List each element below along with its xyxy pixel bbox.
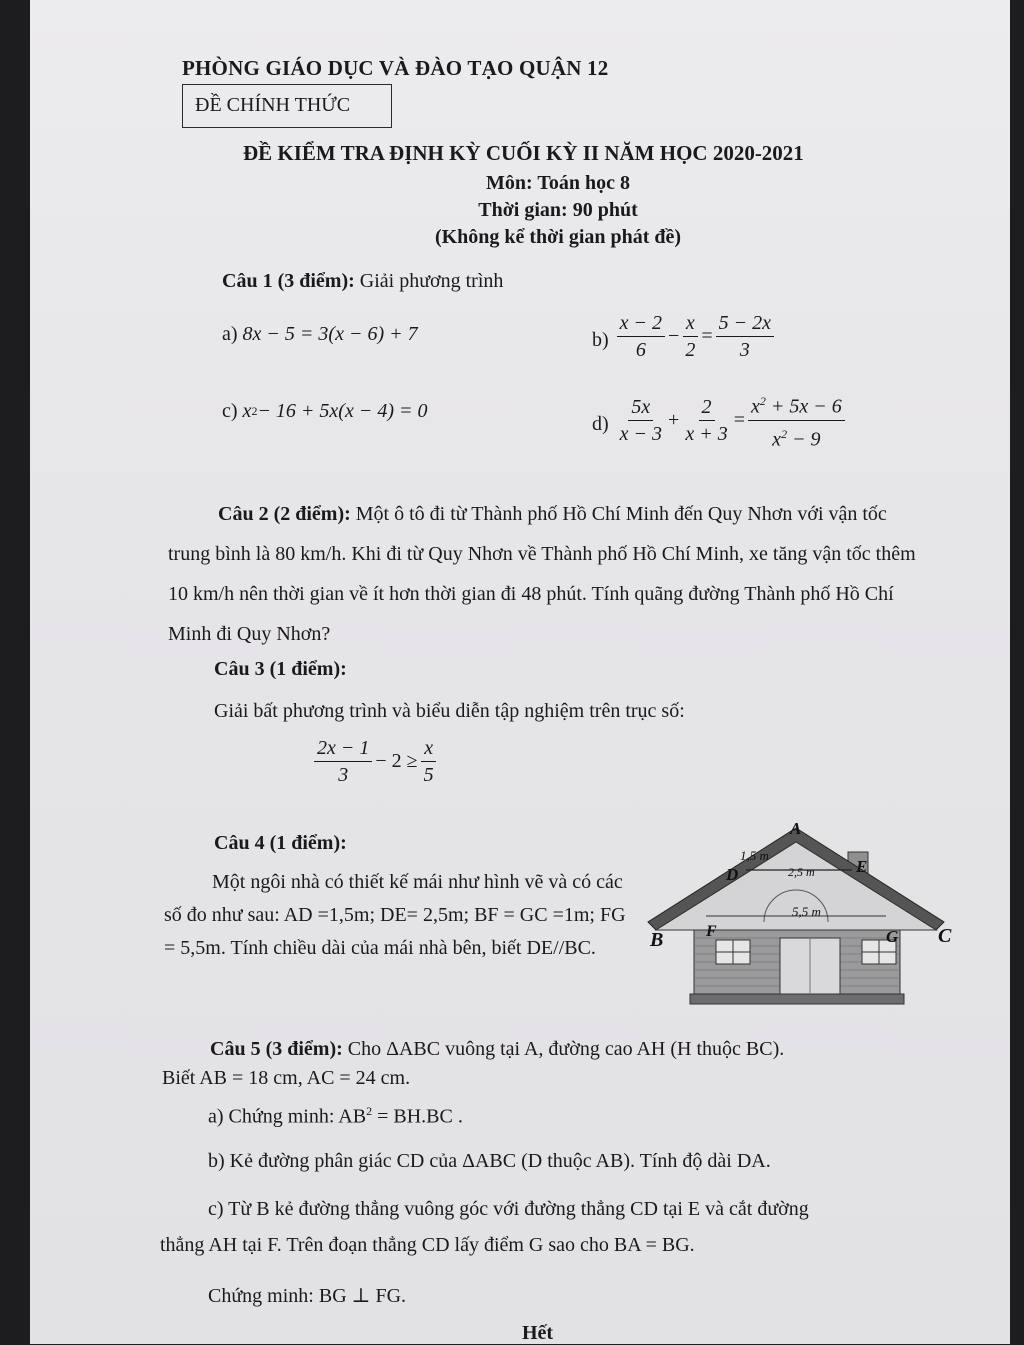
q3-prompt: Giải bất phương trình và biểu diễn tập nghiệm trên trục số: [214,700,685,722]
label-fg-length: 5,5 m [792,904,821,919]
q1-d-num3-rest: + 5x − 6 [765,395,842,418]
q1-d-frac3 [748,390,845,450]
q1-a-label: a) [222,323,238,345]
q1-d-label: d) [592,412,609,435]
q1-d-den3-rest: − 9 [787,428,821,451]
q1-b-label: b) [592,329,609,351]
q1-heading [222,270,503,293]
q5-part-c-line2: thẳng AH tại F. Trên đoạn thẳng CD lấy điểm G sao cho BA = BG. [160,1234,695,1256]
q1-d-den1: x − 3 [619,422,663,445]
q1-b-frac3 [716,312,774,361]
q3-num1: 2x − 1 [314,737,372,762]
label-a: A [790,819,802,838]
q1-d-den3 [769,421,823,451]
q1-b-den1: 6 [635,339,646,361]
q5-a-pre: a) Chứng minh: AB [208,1105,367,1128]
q1-d-den3-x: x [772,428,782,451]
q5-part-b: b) Kẻ đường phân giác CD của ΔABC (D thuộc AB). Tính độ dài DA. [208,1150,771,1172]
q1-b-den2: 2 [685,339,696,361]
q1-d-den3-exp: 2 [781,426,788,441]
q1-prompt: Giải phương trình [359,270,504,292]
q3-middle: − 2 ≥ [375,750,418,772]
end-marker: Hết [522,1322,554,1344]
label-b: B [650,929,664,951]
department-heading: PHÒNG GIÁO DỤC VÀ ĐÀO TẠO QUẬN 12 [182,56,609,80]
q1-d-frac1 [617,396,665,445]
q5-prove: Chứng minh: BG ⊥ FG. [208,1285,407,1307]
q3-frac1 [314,737,372,786]
q3-inequality [312,737,439,786]
q1-b-frac2 [682,312,698,361]
q1-part-c [222,400,428,423]
q1-b-num2: x [683,312,698,337]
official-label-box: ĐỀ CHÍNH THỨC [182,84,392,128]
q1-b-den3: 3 [739,339,750,361]
label-f: F [706,923,717,940]
q1-b-op1: − [668,325,680,347]
time-note: (Không kể thời gian phát đề) [434,226,682,248]
q1-d-equals: = [733,408,745,431]
foundation [690,994,904,1004]
q5-a-exp: 2 [366,1104,373,1118]
q1-b-num1: x − 2 [617,312,665,337]
q1-part-d [592,390,847,450]
exam-title: ĐỀ KIỂM TRA ĐỊNH KỲ CUỐI KỲ II NĂM HỌC 2020-2021 [243,141,804,165]
q1-d-num3 [748,390,845,421]
q2-text: Một ô tô đi từ Thành phố Hồ Chí Minh đến Quy Nhơn với vận tốc trung bình là 80 km/h. Khi đi từ Quy Nhơn về Thành phố Hồ Chí Minh, xe tăng vận tốc thêm 10 km/h nên thời gian về ít hơn thời gian đi 48 phút. Tính quãng đường Thành phố Hồ Chí Minh đi Quy Nhơn? [168,503,916,645]
q1-d-op1: + [668,408,680,431]
q1-part-b [592,312,776,361]
q1-d-num3-exp: 2 [759,394,766,408]
q5-intro-text: Cho ΔABC vuông tại A, đường cao AH (H thuộc BC). [347,1038,785,1060]
q2-title: Câu 2 (2 điểm): [218,503,351,525]
q3-frac2 [421,737,437,786]
q3-num2: x [421,737,436,762]
q4-text: Một ngôi nhà có thiết kế mái như hình vẽ và có các số đo như sau: AD =1,5m; DE= 2,5m; BF = GC =1m; FG = 5,5m. Tính chiều dài của mái nhà bên, biết DE//BC. [164,871,626,959]
q1-title: Câu 1 (3 điểm): [222,270,355,292]
subject-line: Môn: Toán học 8 [486,172,630,194]
q1-c-x: x [242,400,252,422]
q1-c-rest: − 16 + 5x(x − 4) = 0 [257,400,428,422]
q4-title: Câu 4 (1 điểm): [214,832,347,854]
q1-b-frac1 [617,312,665,361]
label-de-length: 2,5 m [788,865,815,879]
q1-b-equals: = [701,325,713,347]
q1-d-num1: 5x [628,396,653,421]
q1-d-num3-x: x [750,395,760,418]
q1-d-den2: x + 3 [685,422,728,445]
q1-d-num2: 2 [699,396,715,421]
q1-d-frac2 [682,396,730,445]
q3-den2: 5 [423,764,434,786]
q5-part-c-line1: c) Từ B kẻ đường thẳng vuông góc với đường thẳng CD tại E và cắt đường [208,1198,809,1220]
q1-b-num3: 5 − 2x [716,312,774,337]
q5-title: Câu 5 (3 điểm): [210,1038,343,1060]
q5-a-post: = BH.BC . [372,1105,463,1128]
q1-c-exponent: 2 [251,404,258,418]
q1-a-equation: 8x − 5 = 3(x − 6) + 7 [242,323,418,345]
time-line: Thời gian: 90 phút [478,199,638,221]
q3-den1: 3 [338,764,349,786]
house-figure [646,818,966,1010]
q1-part-a [222,323,418,346]
label-ad-length: 1,5 m [740,848,769,863]
label-g: G [886,927,899,946]
label-d: D [726,865,739,884]
q2-paragraph [168,494,920,654]
q1-c-label: c) [222,400,238,422]
q3-title: Câu 3 (1 điểm): [214,658,347,680]
q5-part-a [208,1104,463,1129]
q5-intro [210,1038,784,1061]
label-e: E [856,857,868,876]
label-c: C [938,925,952,947]
q5-given: Biết AB = 18 cm, AC = 24 cm. [162,1067,411,1089]
